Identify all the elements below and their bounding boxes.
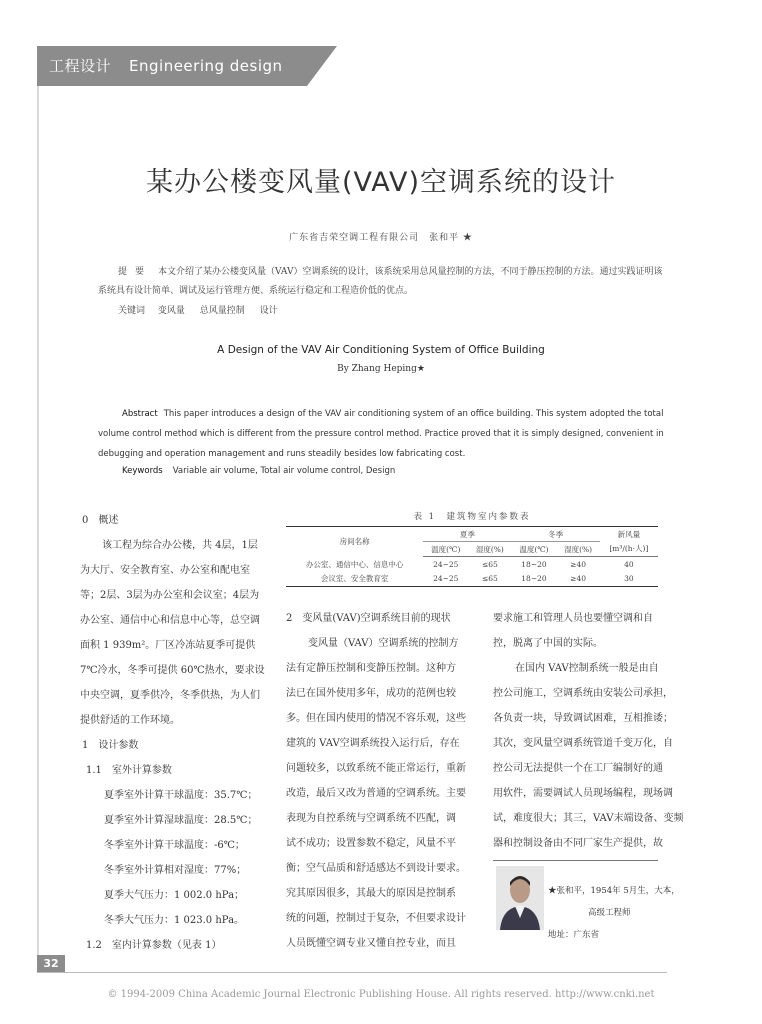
table-caption: 表 1 建筑物室内参数表 [413,512,531,522]
subheader-summer-hum: 湿度(%) [468,542,511,557]
body-line: 在国内 VAV控制系统一般是由自 [515,663,659,674]
page-number: 32 [37,955,65,973]
abstract-en-label: Abstract [122,409,158,419]
body-line: 统的问题，控制过于复杂，不但要求设计 [286,913,466,924]
article-title: 某办公楼变风量(VAV)空调系统的设计 [145,167,617,198]
cell-room: 会议室、安全教育室 [320,574,389,584]
table-body [286,526,658,587]
body-line: 人员既懂空调专业又懂自控专业，而且 [286,938,456,949]
table-row [286,557,658,572]
bio-line: 地址：广东省 [548,930,600,940]
body-line: 控，脱离了中国的实际。 [493,638,603,649]
abstract-en-text: This paper introduces a design of the VAV air conditioning system of an office building. This system adopted the total volume control method which is different from the pressure control method. Practice proved that it is simply designed, convenient in debugging and operation management and runs steadily besides low fabricating cost. [98,409,664,459]
body-line: 等；2层、3层为办公室和会议室；4层为 [80,590,260,601]
table-header-row [286,527,658,542]
footnote-rule [493,860,658,861]
cell-summer-temp: 24~25 [433,559,459,569]
abstract-cn [98,263,668,301]
table-row [286,572,658,587]
footer-rule [37,972,667,973]
cell-winter-hum: ≥40 [570,559,586,569]
body-line: 变风量（VAV）空调系统的控制方 [308,638,459,649]
body-line: 为大厅、安全教育室、办公室和配电室 [80,565,250,576]
param-line: 夏季室外计算干球温度：35.7℃； [104,790,258,801]
body-line: 中央空调，夏季供冷，冬季供热，为人们 [80,690,260,701]
body-line: 提供舒适的工作环境。 [80,715,180,726]
body-line: 改造，最后又改为普通的空调系统。主要 [286,788,466,799]
body-line: 控公司施工，空调系统由安装公司承担， [493,688,673,699]
cell-fresh-air: 30 [624,574,634,584]
section-name-cn: 工程设计 [49,57,112,75]
author-portrait-icon [496,866,544,930]
keyword-cn-item: 总风量控制 [199,306,245,316]
subheader-winter-temp: 温度(℃) [511,542,556,557]
keyword-cn-item: 设计 [259,306,278,316]
keywords-en [122,466,395,476]
body-line: 该工程为综合办公楼，共 4层，1层 [102,540,258,551]
section-heading-1-2: 1.2 室内计算参数（见表 1） [86,940,222,951]
body-line: 法已在国外使用多年，成功的范例也较 [286,688,456,699]
cell-summer-temp: 24~25 [433,574,459,584]
abstract-cn-text: 本文介绍了某办公楼变风量（VAV）空调系统的设计，该系统采用总风量控制的方法，不同于静压控制的方法。通过实践证明该系统具有设计简单、调试及运行管理方便、系统运行稳定和工程造价低的优点。 [98,267,663,296]
cell-room: 办公室、通信中心、信息中心 [305,559,404,569]
section-header-band [37,46,337,86]
section-heading-2: 2 变风量(VAV)空调系统目前的现状 [286,613,451,624]
body-column-1 [80,508,276,958]
bio-line: 高级工程师 [588,908,631,918]
header-winter: 冬季 [511,527,599,542]
body-line: 衡；空气品质和舒适感达不到设计要求。 [286,863,466,874]
cell-winter-temp: 18~20 [521,559,547,569]
section-heading-0: 0 概述 [82,515,119,526]
body-line: 面积 1 939m²。厂区冷冻站夏季可提供 [80,640,256,651]
param-line: 冬季室外计算相对湿度：77%； [104,865,247,876]
header-room: 房间名称 [339,537,370,547]
author-photo [496,866,544,930]
cell-fresh-air: 40 [624,559,634,569]
param-line: 冬季室外计算干球温度：-6℃； [104,840,245,851]
section-name-en: Engineering design [129,57,283,75]
body-line: 其次，变风量空调系统管道千变万化，自 [493,738,673,749]
param-line: 夏季室外计算湿球温度：28.5℃； [104,815,258,826]
body-column-2 [286,606,478,956]
copyright-notice: © 1994-2009 China Academic Journal Electronic Publishing House. All rights reserved. http://www.cnki.net [107,989,655,1000]
body-line: 试不成功；设置参数不稳定，风量不平 [286,838,456,849]
abstract-en [98,404,668,464]
body-line: 多。但在国内使用的情况不容乐观，这些 [286,713,466,724]
subheader-summer-temp: 温度(℃) [423,542,468,557]
body-line: 究其原因很多，其最大的原因是控制系 [286,888,456,899]
header-fresh-air: 新风量 [617,529,641,539]
keyword-cn-item: 变风量 [157,306,185,316]
body-line: 7℃冷水，冬季可提供 60℃热水，要求设 [80,665,265,676]
body-line: 办公室、通信中心和信息中心等，总空调 [80,615,260,626]
param-line: 冬季大气压力：1 023.0 hPa。 [104,915,245,926]
indoor-parameters-table [286,510,658,587]
abstract-cn-label: 提要 [118,267,153,277]
param-line: 夏季大气压力：1 002.0 hPa； [104,890,245,901]
body-line: 用软件，需要调试人员现场编程，现场调 [493,788,673,799]
header-summer: 夏季 [423,527,511,542]
author-bio [548,880,680,946]
cell-summer-hum: ≤65 [481,559,498,569]
section-heading-1-1: 1.1 室外计算参数 [86,765,172,776]
left-margin-rule [37,86,39,956]
author-en: By Zhang Heping★ [337,364,425,374]
cell-winter-hum: ≥40 [570,574,586,584]
body-line: 问题较多，以致系统不能正常运行，重新 [286,763,466,774]
article-title-en: A Design of the VAV Air Conditioning System of Office Building [217,344,545,356]
body-line: 控公司无法提供一个在工厂编制好的通 [493,763,663,774]
body-line: 建筑的 VAV空调系统投入运行后，存在 [286,738,460,749]
cell-winter-temp: 18~20 [521,574,547,584]
author-affiliation: 广东省吉荣空调工程有限公司 张和平 ★ [289,233,473,243]
section-heading-1: 1 设计参数 [82,740,139,751]
bio-line: ★张和平，1954年 5月生，大本， [548,886,680,896]
subheader-winter-hum: 湿度(%) [556,542,599,557]
body-line: 表现为自控系统与空调系统不匹配，调 [286,813,456,824]
body-line: 试，难度很大；其三，VAV末端设备、变频 [493,813,684,824]
cell-summer-hum: ≤65 [481,574,498,584]
keywords-en-text: Variable air volume, Total air volume control, Design [172,466,396,476]
section-header-text [49,55,283,76]
body-column-3 [493,606,684,856]
keywords-cn [118,303,290,316]
body-line: 各负责一块，导致调试困难，互相推诿； [493,713,673,724]
keywords-en-label: Keywords [122,466,163,476]
body-line: 法有定静压控制和变静压控制。这种方 [286,663,456,674]
keywords-cn-label: 关键词 [118,306,146,316]
body-line: 要求施工和管理人员也要懂空调和自 [493,613,653,624]
subheader-fresh-unit: [m³/(h·人)] [600,542,658,557]
body-line: 器和控制设备由不同厂家生产提供，故 [493,838,663,849]
